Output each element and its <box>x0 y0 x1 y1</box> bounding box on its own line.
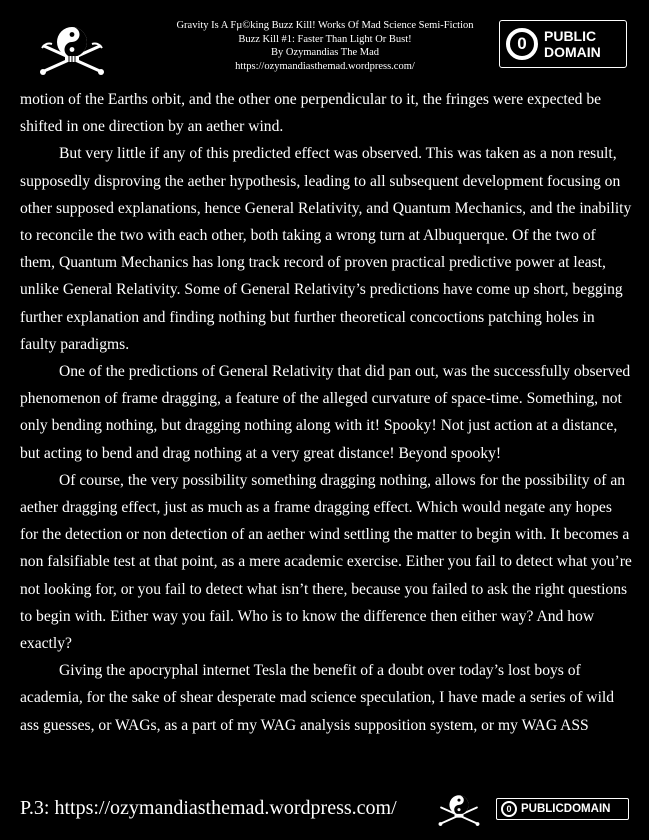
paragraph-continued: motion of the Earths orbit, and the other one perpendicular to it, the fringes were expected be shifted in one direction by an aether wind. <box>20 91 602 136</box>
pirate-skull-crossed-swords-icon <box>436 793 482 827</box>
paragraph: One of the predictions of General Relativity that did pan out, was the successfully observed phenomenon of frame dragging, a feature of the alleged curvature of space-time. Something, not only bending nothing, but dragging nothing along with it! Spooky! Not just action at a distance, but acting to bend and drag nothing at a very great distance! Beyond spooky! <box>20 363 631 462</box>
paragraph: Of course, the very possibility something dragging nothing, allows for the possibility of an aether dragging effect, just as much as a frame dragging effect. Which would negate any hopes for the detection or non detection of an aether wind settling the matter to begin with. It becomes a non falsifiable test at that point, as a mere academic exercise. Either you fail to detect what you’re not looking for, or you fail to detect what isn’t there, because you failed to ask the right questions to begin with. Either way you fail. Who is to know the difference then either way? And how exactly? <box>20 471 632 653</box>
header-book-title: Buzz Kill #1: Faster Than Light Or Bust! <box>238 33 412 45</box>
public-domain-word1: PUBLIC <box>544 28 597 44</box>
public-domain-word2: DOMAIN <box>544 44 601 60</box>
footer-public-domain-badge <box>496 798 629 820</box>
page-header <box>0 0 649 82</box>
body-text <box>20 86 632 739</box>
pirate-skull-crossed-swords-icon <box>36 24 108 76</box>
footer-public-domain-label: PUBLICDOMAIN <box>521 803 611 815</box>
public-domain-icon: 0 <box>506 28 538 60</box>
header-title-block <box>150 19 500 73</box>
public-domain-badge <box>499 20 627 68</box>
header-url: https://ozymandiasthemad.wordpress.com/ <box>235 60 415 72</box>
header-series-title: Gravity Is A Fµ©king Buzz Kill! Works Of Mad Science Semi-Fiction <box>176 20 474 31</box>
header-author: By Ozymandias The Mad <box>271 47 379 58</box>
public-domain-label <box>544 28 601 60</box>
paragraph: But very little if any of this predicted effect was observed. This was taken as a non result, supposedly disproving the aether hypothesis, leading to all subsequent development focusing on other supposed explanations, hence General Relativity, and Quantum Mechanics, and the inability to reconcile the two with each other, both taking a wrong turn at Albuquerque. Of the two of them, Quantum Mechanics has long track record of proven practical predictive power at least, unlike General Relativity. Some of General Relativity’s predictions have come up short, begging further explanation and finding nothing but further theoretical concoctions patching holes in faulty paradigms. <box>20 145 632 353</box>
footer-page-label: P.3: https://ozymandiasthemad.wordpress.com/ <box>20 797 397 819</box>
footer-public-domain-icon: 0 <box>501 801 517 817</box>
paragraph: Giving the apocryphal internet Tesla the benefit of a doubt over today’s lost boys of academia, for the sake of shear desperate mad science speculation, I have made a series of wild ass guesses, or WAGs, as a part of my WAG analysis supposition system, or my WAG ASS <box>20 662 615 734</box>
